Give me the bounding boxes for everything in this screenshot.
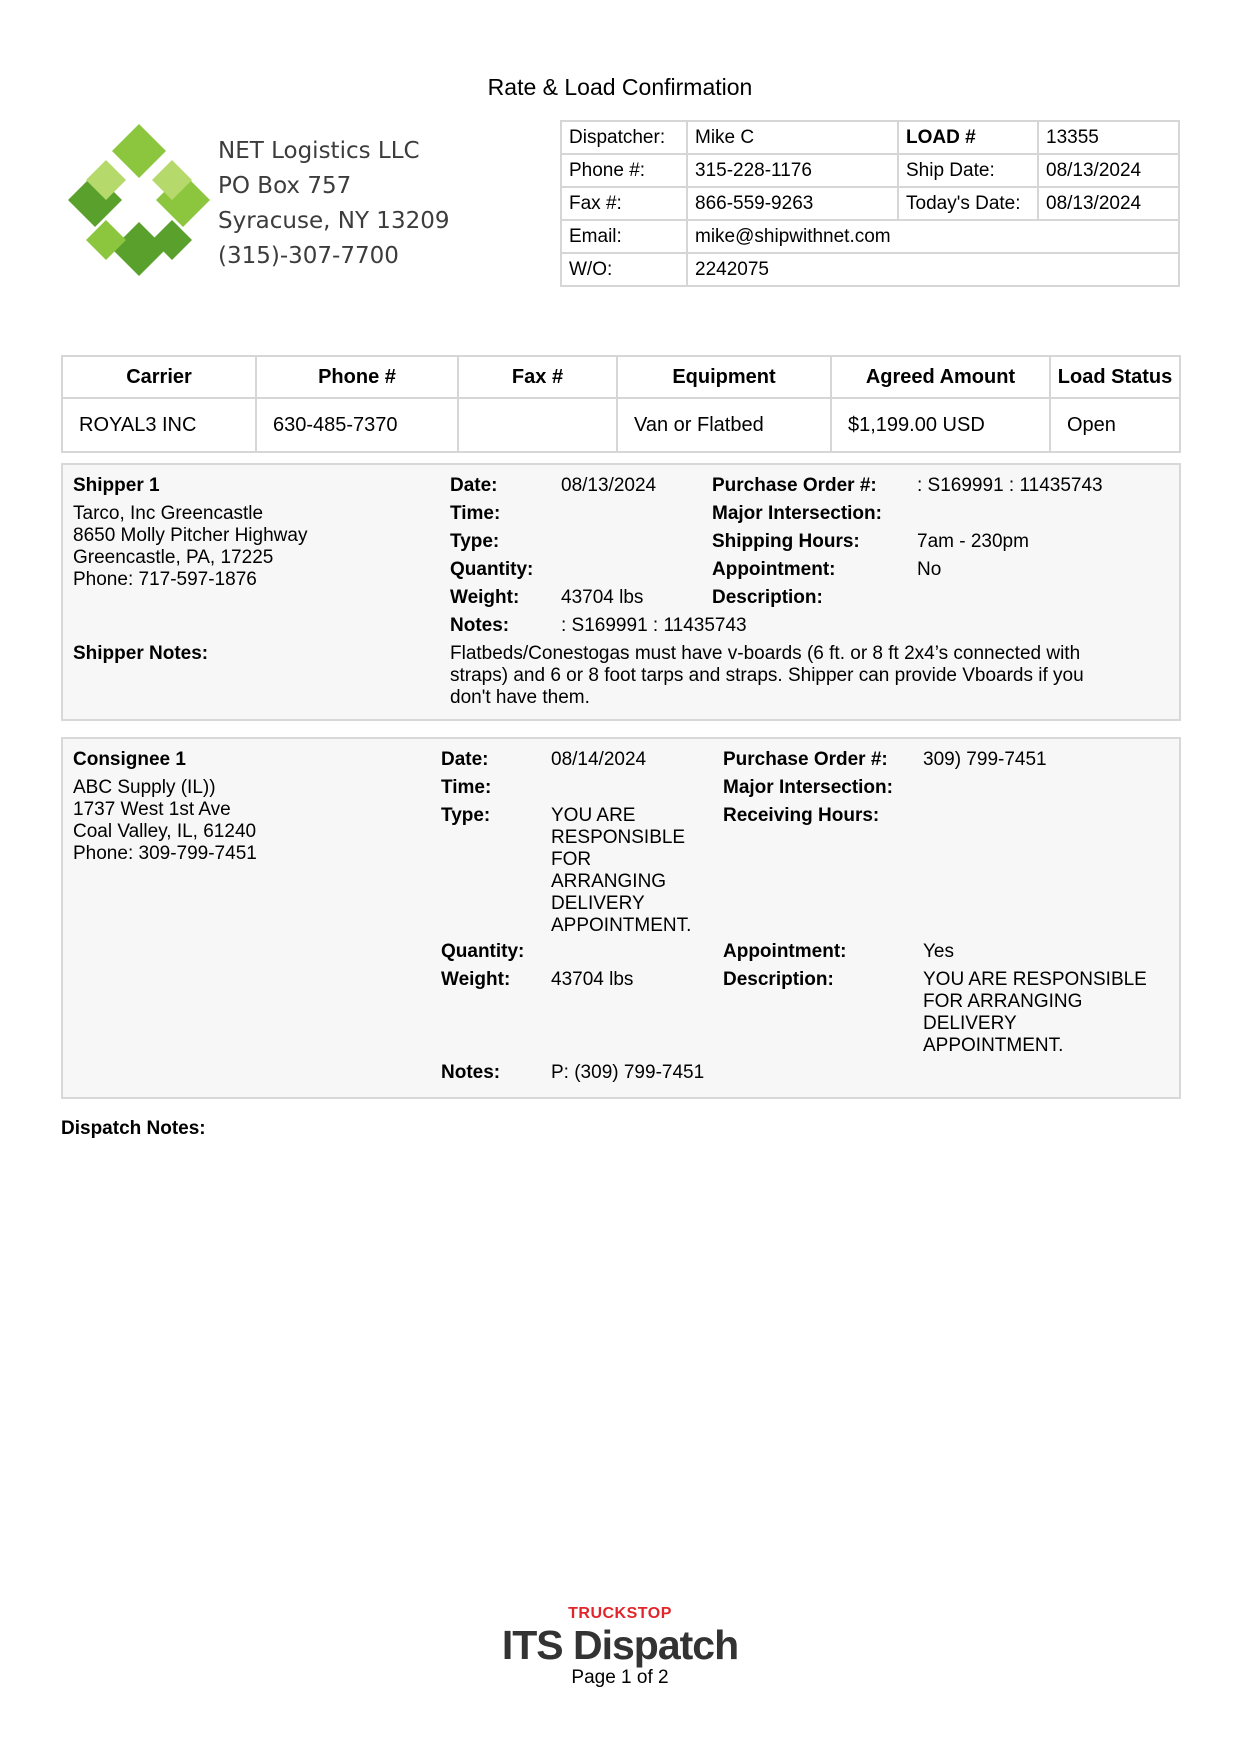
consignee-type-line: RESPONSIBLE bbox=[551, 827, 686, 848]
shipper-weight: 43704 lbs bbox=[561, 587, 644, 608]
consignee-description-label: Description: bbox=[723, 969, 834, 990]
consignee-weight: 43704 lbs bbox=[551, 969, 634, 990]
equipment: Van or Flatbed bbox=[617, 398, 831, 452]
dispatch-notes-label: Dispatch Notes: bbox=[61, 1118, 206, 1139]
todays-date-value: 08/13/2024 bbox=[1038, 187, 1179, 220]
company-address-line2: Syracuse, NY 13209 bbox=[218, 208, 450, 234]
todays-date-label: Today's Date: bbox=[898, 187, 1038, 220]
consignee-address bbox=[73, 777, 257, 865]
consignee-type-label: Type: bbox=[441, 805, 491, 826]
truckstop-brand: TRUCKSTOP bbox=[568, 1605, 672, 1622]
shipper-heading: Shipper 1 bbox=[73, 475, 160, 496]
load-status: Open bbox=[1050, 398, 1180, 452]
load-number-label: LOAD # bbox=[898, 121, 1038, 154]
its-dispatch-brand: ITS Dispatch bbox=[501, 1622, 739, 1668]
consignee-description-line: APPOINTMENT. bbox=[923, 1035, 1064, 1056]
consignee-city: Coal Valley, IL, 61240 bbox=[73, 821, 257, 842]
dispatch-info-table bbox=[560, 120, 1180, 287]
company-logo-icon bbox=[64, 120, 214, 280]
dispatcher-phone-value: 315-228-1176 bbox=[687, 154, 898, 187]
shipper-notes bbox=[450, 643, 1170, 709]
consignee-description-line: YOU ARE RESPONSIBLE bbox=[923, 969, 1147, 990]
shipper-date: 08/13/2024 bbox=[561, 475, 657, 496]
shipper-notes-label: Shipper Notes: bbox=[73, 643, 209, 664]
shipper-description-label: Description: bbox=[712, 587, 823, 608]
consignee-intersection-label: Major Intersection: bbox=[723, 777, 893, 798]
consignee-weight-label: Weight: bbox=[441, 969, 511, 990]
receiving-hours-label: Receiving Hours: bbox=[723, 805, 880, 826]
shipper-phone: Phone: 717-597-1876 bbox=[73, 569, 257, 590]
load-number-value: 13355 bbox=[1038, 121, 1179, 154]
consignee-name: ABC Supply (IL)) bbox=[73, 777, 216, 798]
shipping-hours-label: Shipping Hours: bbox=[712, 531, 860, 552]
consignee-po: 309) 799-7451 bbox=[923, 749, 1047, 770]
consignee-time-label: Time: bbox=[441, 777, 492, 798]
shipper-name: Tarco, Inc Greencastle bbox=[73, 503, 264, 524]
work-order-label: W/O: bbox=[561, 253, 687, 286]
company-address-block bbox=[218, 134, 449, 274]
consignee-date-label: Date: bbox=[441, 749, 489, 770]
shipper-city: Greencastle, PA, 17225 bbox=[73, 547, 274, 568]
agreed-amount: $1,199.00 USD bbox=[831, 398, 1050, 452]
email-value: mike@shipwithnet.com bbox=[687, 220, 1179, 253]
consignee-heading: Consignee 1 bbox=[73, 749, 186, 770]
shipper-notes-line: straps) and 6 or 8 foot tarps and straps. Shipper can provide Vboards if you bbox=[450, 665, 1084, 686]
page-number: Page 1 of 2 bbox=[571, 1667, 669, 1688]
consignee-notes-label: Notes: bbox=[441, 1062, 501, 1083]
page-title: Rate & Load Confirmation bbox=[487, 74, 753, 100]
carrier-header: Carrier bbox=[62, 356, 256, 398]
dispatcher-fax-value: 866-559-9263 bbox=[687, 187, 898, 220]
consignee-date: 08/14/2024 bbox=[551, 749, 647, 770]
email-label: Email: bbox=[561, 220, 687, 253]
consignee-type bbox=[551, 805, 691, 937]
table-row bbox=[62, 398, 1180, 452]
carrier-phone-header: Phone # bbox=[256, 356, 458, 398]
consignee-street: 1737 West 1st Ave bbox=[73, 799, 231, 820]
ship-date-value: 08/13/2024 bbox=[1038, 154, 1179, 187]
agreed-amount-header: Agreed Amount bbox=[831, 356, 1050, 398]
consignee-notes: P: (309) 799-7451 bbox=[551, 1062, 705, 1083]
shipper-notes-line: Flatbeds/Conestogas must have v-boards (6 ft. or 8 ft 2x4’s connected with bbox=[450, 643, 1081, 664]
shipper-notes-field: : S169991 : 11435743 bbox=[561, 615, 747, 636]
shipper-street: 8650 Molly Pitcher Highway bbox=[73, 525, 308, 546]
company-phone: (315)-307-7700 bbox=[218, 243, 399, 269]
load-status-header: Load Status bbox=[1050, 356, 1180, 398]
consignee-description bbox=[923, 969, 1147, 1057]
consignee-quantity-label: Quantity: bbox=[441, 941, 525, 962]
carrier-fax bbox=[458, 398, 617, 452]
shipper-type-label: Type: bbox=[450, 531, 500, 552]
carrier-fax-header: Fax # bbox=[458, 356, 617, 398]
shipper-appointment: No bbox=[917, 559, 942, 580]
consignee-type-line: ARRANGING bbox=[551, 871, 667, 892]
shipper-po-label: Purchase Order #: bbox=[712, 475, 877, 496]
dispatcher-fax-label: Fax #: bbox=[561, 187, 687, 220]
shipper-appointment-label: Appointment: bbox=[712, 559, 836, 580]
dispatcher-value: Mike C bbox=[687, 121, 898, 154]
company-header bbox=[64, 120, 464, 290]
equipment-header: Equipment bbox=[617, 356, 831, 398]
consignee-description-line: DELIVERY bbox=[923, 1013, 1017, 1034]
carrier-phone: 630-485-7370 bbox=[256, 398, 458, 452]
consignee-section bbox=[61, 737, 1181, 1099]
footer bbox=[0, 1605, 1240, 1689]
consignee-type-line: FOR bbox=[551, 849, 592, 870]
consignee-po-label: Purchase Order #: bbox=[723, 749, 888, 770]
consignee-appointment: Yes bbox=[923, 941, 954, 962]
shipper-section bbox=[61, 463, 1181, 721]
shipper-po: : S169991 : 11435743 bbox=[917, 475, 1103, 496]
shipper-date-label: Date: bbox=[450, 475, 498, 496]
shipper-time-label: Time: bbox=[450, 503, 501, 524]
carrier-table bbox=[61, 355, 1181, 453]
shipper-intersection-label: Major Intersection: bbox=[712, 503, 882, 524]
consignee-type-line: YOU ARE bbox=[551, 805, 636, 826]
company-address-line1: PO Box 757 bbox=[218, 173, 352, 199]
dispatcher-phone-label: Phone #: bbox=[561, 154, 687, 187]
shipper-notes-line: don't have them. bbox=[450, 687, 590, 708]
dispatcher-label: Dispatcher: bbox=[561, 121, 687, 154]
shipping-hours: 7am - 230pm bbox=[917, 531, 1029, 552]
shipper-address bbox=[73, 503, 307, 591]
ship-date-label: Ship Date: bbox=[898, 154, 1038, 187]
shipper-quantity-label: Quantity: bbox=[450, 559, 534, 580]
consignee-description-line: FOR ARRANGING bbox=[923, 991, 1083, 1012]
shipper-weight-label: Weight: bbox=[450, 587, 520, 608]
work-order-value: 2242075 bbox=[687, 253, 1179, 286]
shipper-notes-field-label: Notes: bbox=[450, 615, 510, 636]
carrier-name: ROYAL3 INC bbox=[62, 398, 256, 452]
consignee-phone: Phone: 309-799-7451 bbox=[73, 843, 257, 864]
consignee-type-line: DELIVERY bbox=[551, 893, 645, 914]
consignee-type-line: APPOINTMENT. bbox=[551, 915, 692, 936]
company-name: NET Logistics LLC bbox=[218, 138, 420, 164]
consignee-appointment-label: Appointment: bbox=[723, 941, 847, 962]
